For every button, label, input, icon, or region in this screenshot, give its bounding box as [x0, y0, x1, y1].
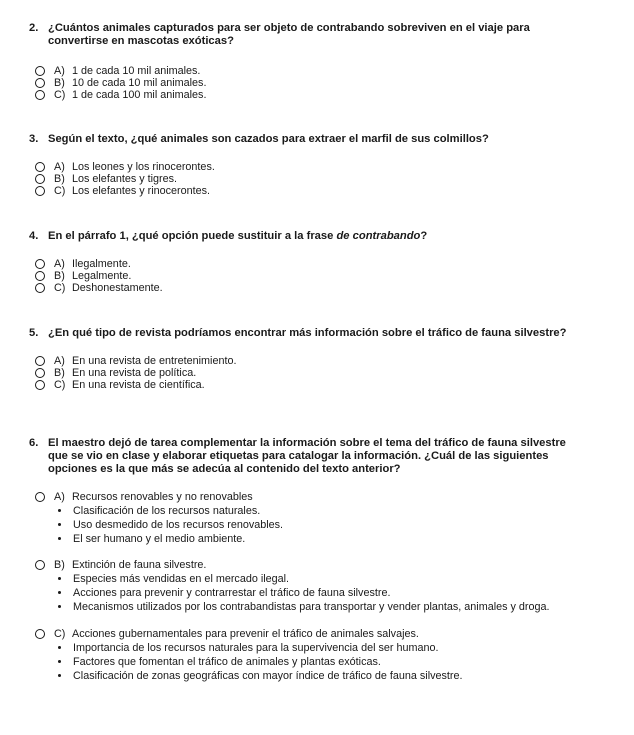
bullet-item — [0, 600, 634, 614]
option-b[interactable] — [0, 173, 634, 185]
bullet-dot — [58, 523, 61, 526]
option-text: Los leones y los rinocerontes. — [72, 161, 215, 173]
option-label: B) — [54, 559, 65, 571]
option-label: C) — [54, 89, 66, 101]
bullet-text: Clasificación de zonas geográficas con mayor índice de tráfico de fauna silvestre. — [73, 670, 463, 682]
bullet-item — [0, 532, 634, 546]
bullet-dot — [58, 660, 61, 663]
question-text: El maestro dejó de tarea complementar la información sobre el tema del tráfico de fauna silvestre que se vio en clase y elaborar etiquetas para catalogar la información. ¿Cuál de las siguientes opciones es la que más se adecúa al contenido del texto anterior? — [48, 437, 566, 475]
radio-button[interactable] — [35, 186, 45, 196]
question-3 — [0, 133, 634, 197]
question-5 — [0, 327, 634, 391]
option-text: Legalmente. — [72, 270, 132, 282]
question-number: 3. — [29, 133, 39, 145]
bullet-text: Factores que fomentan el tráfico de animales y plantas exóticas. — [73, 656, 381, 668]
option-text: Recursos renovables y no renovables — [72, 491, 253, 503]
question-number: 2. — [29, 22, 39, 34]
question-number: 4. — [29, 230, 39, 242]
option-text: En una revista de política. — [72, 367, 197, 379]
option-label: A) — [54, 258, 65, 270]
bullet-dot — [58, 674, 61, 677]
radio-button[interactable] — [35, 368, 45, 378]
bullet-text: Uso desmedido de los recursos renovables. — [73, 519, 284, 531]
bullet-item — [0, 669, 634, 683]
radio-button[interactable] — [35, 90, 45, 100]
radio-button[interactable] — [35, 271, 45, 281]
option-text: Extinción de fauna silvestre. — [72, 559, 207, 571]
question-3-prompt — [0, 133, 634, 146]
bullet-item — [0, 655, 634, 669]
radio-button[interactable] — [35, 356, 45, 366]
question-4-prompt — [0, 230, 634, 243]
option-b[interactable] — [0, 558, 634, 572]
option-text: Los elefantes y rinocerontes. — [72, 185, 211, 197]
bullet-text: Especies más vendidas en el mercado ilegal. — [73, 573, 290, 585]
option-text: Acciones gubernamentales para prevenir el tráfico de animales salvajes. — [72, 628, 419, 640]
bullet-text: Acciones para prevenir y contrarrestar el tráfico de fauna silvestre. — [73, 587, 391, 599]
option-label: A) — [54, 355, 65, 367]
question-6 — [0, 437, 634, 683]
bullet-dot — [58, 577, 61, 580]
question-4 — [0, 230, 634, 294]
option-c[interactable] — [0, 89, 634, 101]
option-text: 1 de cada 10 mil animales. — [72, 65, 201, 77]
bullet-text: Importancia de los recursos naturales para la supervivencia del ser humano. — [73, 642, 439, 654]
radio-button[interactable] — [35, 66, 45, 76]
radio-button[interactable] — [35, 283, 45, 293]
question-text: Según el texto, ¿qué animales son cazados para extraer el marfil de sus colmillos? — [48, 133, 489, 145]
option-text: Los elefantes y tigres. — [72, 173, 178, 185]
question-2 — [0, 22, 634, 101]
bullet-text: Mecanismos utilizados por los contrabandistas para transportar y vender plantas, animales y droga. — [73, 601, 550, 613]
option-label: B) — [54, 173, 65, 185]
bullet-dot — [58, 646, 61, 649]
option-label: B) — [54, 367, 65, 379]
radio-button[interactable] — [35, 174, 45, 184]
bullet-dot — [58, 591, 61, 594]
bullet-item — [0, 518, 634, 532]
option-text: 10 de cada 10 mil animales. — [72, 77, 207, 89]
option-a[interactable] — [0, 355, 634, 367]
option-a[interactable] — [0, 490, 634, 504]
bullet-dot — [58, 509, 61, 512]
bullet-item — [0, 586, 634, 600]
radio-button[interactable] — [35, 492, 45, 502]
option-label: C) — [54, 185, 66, 197]
question-5-prompt — [0, 327, 634, 340]
option-text: En una revista de científica. — [72, 379, 205, 391]
bullet-dot — [58, 537, 61, 540]
bullet-text: El ser humano y el medio ambiente. — [73, 533, 246, 545]
option-a[interactable] — [0, 258, 634, 270]
option-c[interactable] — [0, 282, 634, 294]
radio-button[interactable] — [35, 629, 45, 639]
radio-button[interactable] — [35, 259, 45, 269]
option-label: A) — [54, 491, 65, 503]
radio-button[interactable] — [35, 78, 45, 88]
bullet-item — [0, 504, 634, 518]
option-text: Deshonestamente. — [72, 282, 163, 294]
radio-button[interactable] — [35, 560, 45, 570]
question-6-prompt — [0, 437, 634, 476]
option-label: A) — [54, 65, 65, 77]
option-label: B) — [54, 270, 65, 282]
question-text-emphasis: de contrabando — [336, 230, 421, 242]
option-c[interactable] — [0, 185, 634, 197]
question-text: ¿En qué tipo de revista podríamos encontrar más información sobre el tráfico de fauna silvestre? — [48, 327, 567, 339]
option-b[interactable] — [0, 77, 634, 89]
question-text-prefix: En el párrafo 1, ¿qué opción puede sustituir a la frase — [48, 230, 337, 242]
question-number: 5. — [29, 327, 39, 339]
option-text: 1 de cada 100 mil animales. — [72, 89, 207, 101]
bullet-item — [0, 572, 634, 586]
option-b[interactable] — [0, 367, 634, 379]
question-text-suffix: ? — [420, 230, 428, 242]
question-number: 6. — [29, 437, 39, 449]
question-text — [48, 230, 427, 242]
option-a[interactable] — [0, 65, 634, 77]
option-label: B) — [54, 77, 65, 89]
bullet-text: Clasificación de los recursos naturales. — [73, 505, 261, 517]
bullet-item — [0, 641, 634, 655]
option-text: Ilegalmente. — [72, 258, 131, 270]
question-2-prompt — [0, 22, 634, 48]
option-c[interactable] — [0, 627, 634, 641]
radio-button[interactable] — [35, 162, 45, 172]
radio-button[interactable] — [35, 380, 45, 390]
option-label: C) — [54, 282, 66, 294]
question-text: ¿Cuántos animales capturados para ser objeto de contrabando sobreviven en el viaje para convertirse en mascotas exóticas? — [48, 22, 530, 47]
option-label: C) — [54, 379, 66, 391]
option-label: C) — [54, 628, 66, 640]
bullet-dot — [58, 605, 61, 608]
option-text: En una revista de entretenimiento. — [72, 355, 237, 367]
option-a[interactable] — [0, 161, 634, 173]
option-c[interactable] — [0, 379, 634, 391]
option-b[interactable] — [0, 270, 634, 282]
option-label: A) — [54, 161, 65, 173]
